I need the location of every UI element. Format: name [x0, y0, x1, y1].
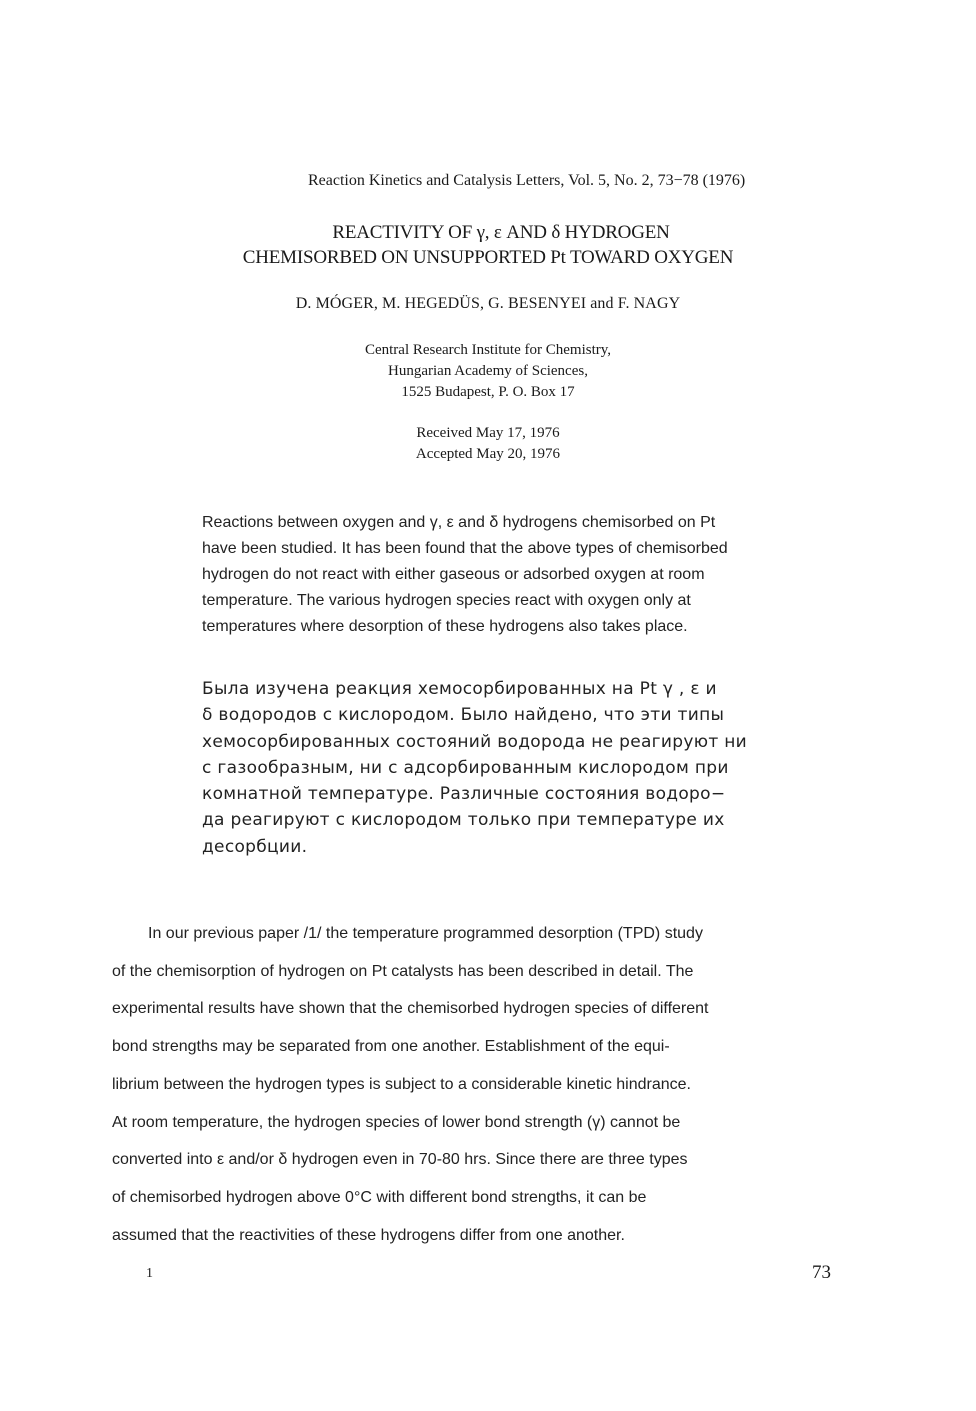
affiliation-line: Hungarian Academy of Sciences,: [388, 363, 588, 379]
title-line: REACTIVITY OF γ, ε AND δ HYDROGEN: [332, 222, 670, 243]
body-paragraph: [112, 915, 872, 1254]
abstract-line: хемосорбированных состояний водорода не реагируют ни: [202, 731, 747, 752]
abstract-line: да реагируют с кислородом только при температуре их: [202, 810, 725, 831]
abstract-line: Была изучена реакция хемосорбированных на Pt γ , ε и: [202, 679, 717, 699]
paper-title: [0, 220, 976, 270]
title-line: CHEMISORBED ON UNSUPPORTED Pt TOWARD OXYGEN: [242, 247, 734, 268]
affiliation-line: Central Research Institute for Chemistry,: [364, 342, 612, 358]
abstract-line: с газообразным, ни с адсорбированным кислородом при: [202, 757, 729, 778]
received-date: Received May 17, 1976: [416, 425, 560, 441]
body-line: bond strengths may be separated from one another. Establishment of the equi-: [112, 1038, 670, 1056]
body-line: assumed that the reactivities of these hydrogens differ from one another.: [112, 1226, 625, 1244]
abstract-line: комнатной температуре. Различные состояния водоро−: [202, 784, 726, 805]
body-line: At room temperature, the hydrogen species of lower bond strength (γ) cannot be: [112, 1113, 681, 1131]
abstract-line: temperatures where desorption of these hydrogens also takes place.: [202, 618, 688, 635]
page-number: 73: [812, 1262, 831, 1283]
abstract-russian: [202, 676, 882, 860]
abstract-line: десорбции.: [202, 836, 308, 857]
body-line: converted into ε and/or δ hydrogen even in 70-80 hrs. Since there are three types: [112, 1151, 688, 1169]
footer-signature-mark: 1: [146, 1266, 153, 1281]
body-line: In our previous paper /1/ the temperature programmed desorption (TPD) study: [148, 925, 703, 942]
body-line: of chemisorbed hydrogen above 0°C with different bond strengths, it can be: [112, 1188, 647, 1206]
abstract-line: δ водородов с кислородом. Было найдено, что эти типы: [202, 705, 725, 726]
abstract-english: [202, 510, 842, 640]
affiliation: [0, 340, 976, 403]
authors: D. MÓGER, M. HEGEDÜS, G. BESENYEI and F. NAGY: [295, 295, 681, 312]
affiliation-line: 1525 Budapest, P. O. Box 17: [401, 384, 575, 400]
body-line: of the chemisorption of hydrogen on Pt catalysts has been described in detail. The: [112, 962, 694, 980]
received-accepted-dates: [0, 423, 976, 465]
accepted-date: Accepted May 20, 1976: [415, 446, 561, 462]
abstract-line: hydrogen do not react with either gaseous or adsorbed oxygen at room: [202, 566, 705, 583]
journal-citation: Reaction Kinetics and Catalysis Letters, Vol. 5, No. 2, 73−78 (1976): [308, 172, 746, 189]
abstract-line: have been studied. It has been found that the above types of chemisorbed: [202, 540, 728, 557]
body-line: experimental results have shown that the chemisorbed hydrogen species of different: [112, 1000, 709, 1018]
body-line: librium between the hydrogen types is subject to a considerable kinetic hindrance.: [112, 1075, 691, 1093]
abstract-line: Reactions between oxygen and γ, ε and δ hydrogens chemisorbed on Pt: [202, 514, 716, 531]
abstract-line: temperature. The various hydrogen species react with oxygen only at: [202, 592, 691, 609]
